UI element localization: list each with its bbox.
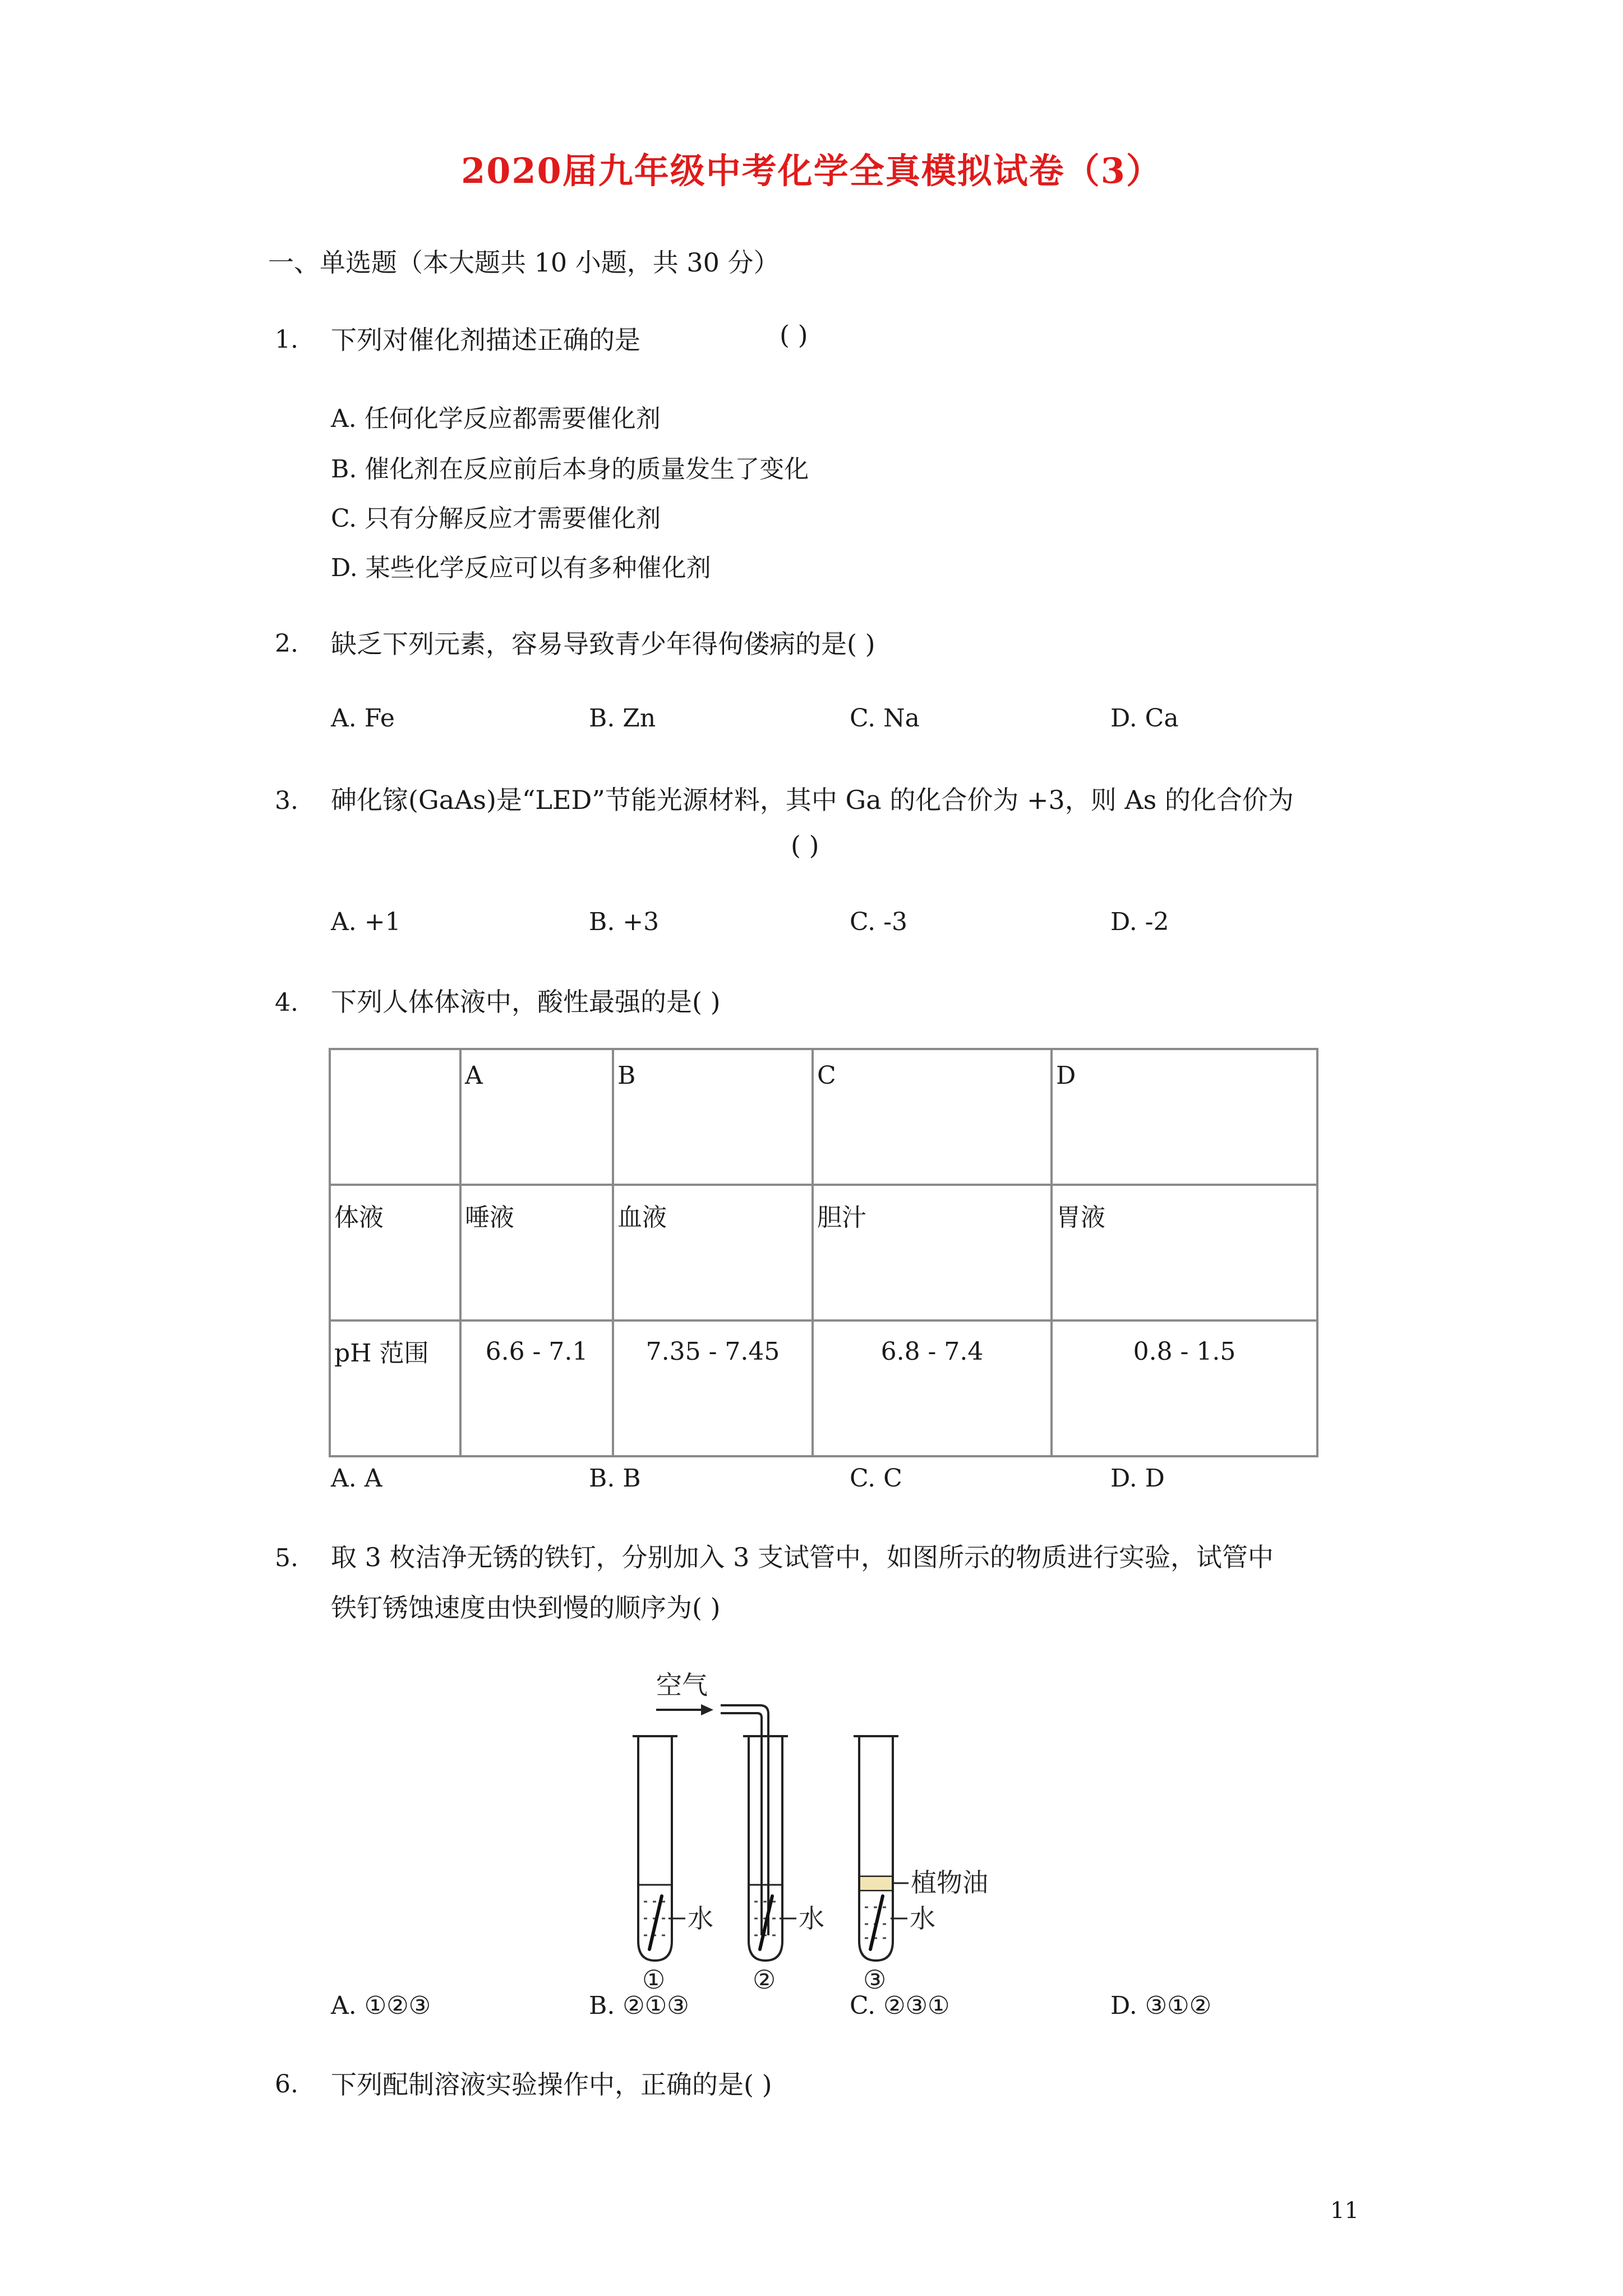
water-label-2: 水 — [799, 1903, 824, 1934]
q1-text: 下列对催化剂描述正确的是 — [331, 325, 640, 355]
table-row — [330, 1320, 1317, 1456]
table-cell: 胃液 — [1052, 1185, 1317, 1320]
page-number: 11 — [1330, 2198, 1359, 2224]
q4-option-c: C. C — [850, 1464, 902, 1493]
q1-option-c: C. 只有分解反应才需要催化剂 — [331, 504, 661, 533]
q3-answer-paren: ( ) — [791, 830, 819, 861]
q1-option-a: A. 任何化学反应都需要催化剂 — [331, 404, 661, 433]
q2-text: 缺乏下列元素，容易导致青少年得佝偻病的是( ) — [331, 629, 875, 659]
q3-text: 砷化镓(GaAs)是“LED”节能光源材料，其中 Ga 的化合价为 +3，则 As 的化合价为 — [331, 785, 1294, 815]
tube-label-1: ① — [642, 1964, 666, 1991]
section-header: 一、单选题（本大题共 10 小题，共 30 分） — [268, 247, 780, 278]
table-cell: 唾液 — [460, 1185, 613, 1320]
tube-label-3: ③ — [863, 1964, 887, 1991]
test-tube-figure — [623, 1655, 1026, 1991]
water-label-3: 水 — [910, 1903, 935, 1934]
table-row — [330, 1185, 1317, 1320]
q5-text-line2: 铁钉锈蚀速度由快到慢的顺序为( ) — [331, 1593, 721, 1623]
water-label-1: 水 — [688, 1903, 713, 1934]
q4-option-d: D. D — [1110, 1464, 1165, 1493]
table-cell: A — [460, 1049, 613, 1185]
oil-label: 植物油 — [911, 1867, 988, 1898]
table-cell: 血液 — [613, 1185, 813, 1320]
table-cell: 体液 — [330, 1185, 460, 1320]
q1-option-b: B. 催化剂在反应前后本身的质量发生了变化 — [331, 455, 809, 484]
q2-option-d: D. Ca — [1110, 704, 1179, 733]
table-cell: C — [813, 1049, 1052, 1185]
q5-option-d: D. ③①② — [1110, 1991, 1212, 2020]
table-cell: 胆汁 — [813, 1185, 1052, 1320]
q3-option-c: C. -3 — [850, 908, 907, 936]
table-row — [330, 1049, 1317, 1185]
table-cell: pH 范围 — [330, 1320, 460, 1456]
ph-table — [329, 1048, 1318, 1457]
air-label: 空气 — [656, 1670, 708, 1700]
table-cell — [330, 1049, 460, 1185]
q2-number: 2. — [275, 629, 298, 658]
q4-text: 下列人体体液中，酸性最强的是( ) — [331, 987, 721, 1017]
q1-option-d: D. 某些化学反应可以有多种催化剂 — [331, 554, 711, 582]
table-cell: 7.35 - 7.45 — [613, 1320, 813, 1456]
q3-number: 3. — [275, 786, 298, 815]
q6-text: 下列配制溶液实验操作中，正确的是( ) — [331, 2069, 772, 2100]
table-cell: D — [1052, 1049, 1317, 1185]
table-cell: 6.6 - 7.1 — [460, 1320, 613, 1456]
q4-option-b: B. B — [589, 1464, 641, 1493]
q2-option-b: B. Zn — [589, 704, 656, 733]
table-cell: 6.8 - 7.4 — [813, 1320, 1052, 1456]
page-title: 2020届九年级中考化学全真模拟试卷（3） — [461, 150, 1162, 191]
q5-option-a: A. ①②③ — [331, 1991, 431, 2020]
table-cell: 0.8 - 1.5 — [1052, 1320, 1317, 1456]
q5-number: 5. — [275, 1544, 298, 1572]
q4-option-a: A. A — [331, 1464, 382, 1493]
q5-text-line1: 取 3 枚洁净无锈的铁钉，分别加入 3 支试管中，如图所示的物质进行实验，试管中 — [331, 1542, 1274, 1572]
test-tube-diagram — [623, 1655, 1026, 1991]
q3-option-b: B. +3 — [589, 908, 660, 936]
table-cell: B — [613, 1049, 813, 1185]
tube-label-2: ② — [753, 1964, 776, 1991]
q4-number: 4. — [275, 988, 298, 1017]
q2-option-c: C. Na — [850, 704, 920, 733]
q1-answer-paren: ( ) — [780, 320, 808, 350]
q3-option-d: D. -2 — [1110, 908, 1169, 936]
q5-option-c: C. ②③① — [850, 1991, 950, 2020]
q2-option-a: A. Fe — [331, 704, 395, 733]
q3-option-a: A. +1 — [331, 908, 401, 936]
q6-number: 6. — [275, 2070, 298, 2099]
q5-option-b: B. ②①③ — [589, 1991, 689, 2020]
q1-number: 1. — [275, 325, 298, 354]
